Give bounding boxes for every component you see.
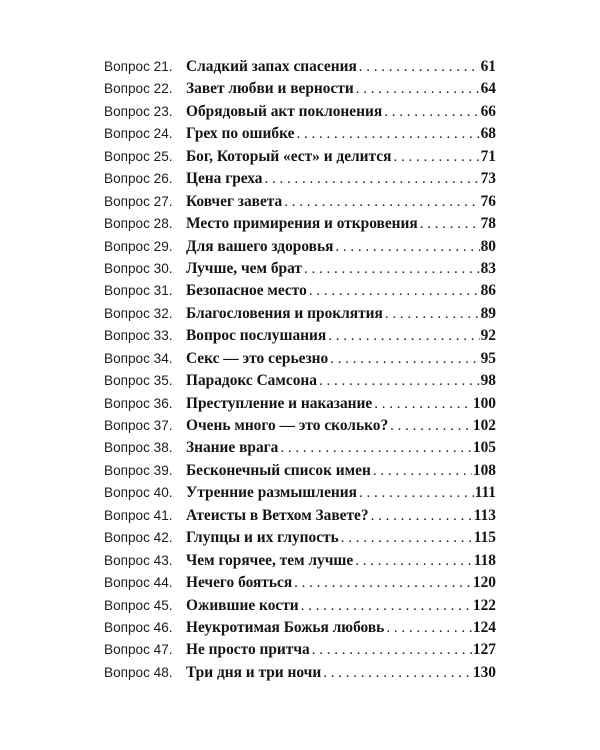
dot-leader: [359, 59, 480, 76]
question-number: Вопрос 40.: [104, 485, 173, 501]
dot-leader: [384, 104, 479, 121]
toc-entry[interactable]: [104, 238, 496, 260]
question-number: Вопрос 23.: [104, 103, 173, 119]
question-number: Вопрос 28.: [104, 216, 173, 232]
page-number: 71: [480, 147, 496, 165]
page-number: 105: [472, 439, 496, 457]
dot-leader: [319, 373, 480, 390]
toc-entry[interactable]: [104, 552, 496, 574]
dot-leader: [296, 126, 479, 143]
chapter-title: Секс — это серьезно: [186, 349, 329, 367]
page-number: 124: [472, 618, 496, 636]
dot-leader: [373, 463, 472, 480]
question-number: Вопрос 32.: [104, 305, 173, 321]
dot-leader: [264, 171, 479, 188]
chapter-title: Вопрос послушания: [186, 327, 327, 345]
chapter-title: Очень много — это сколько?: [186, 417, 389, 434]
chapter-title: Атеисты в Ветхом Завете?: [186, 506, 369, 524]
toc-entry[interactable]: [104, 372, 496, 394]
toc-entry[interactable]: [104, 148, 496, 170]
page-number: 111: [474, 484, 496, 502]
chapter-title: Три дня и три ночи: [186, 663, 322, 681]
page-number: 102: [472, 417, 496, 434]
toc-entry[interactable]: [104, 417, 496, 439]
question-number: Вопрос 48.: [104, 664, 173, 680]
question-number: Вопрос 38.: [104, 440, 173, 456]
question-number: Вопрос 25.: [104, 148, 173, 164]
chapter-title: Чем горячее, тем лучше: [186, 551, 354, 569]
question-number: Вопрос 30.: [104, 260, 173, 276]
toc-entry[interactable]: [104, 305, 496, 327]
table-of-contents: [104, 58, 496, 686]
toc-entry[interactable]: [104, 103, 496, 125]
toc-entry[interactable]: [104, 529, 496, 551]
toc-entry[interactable]: [104, 80, 496, 102]
question-number: Вопрос 43.: [104, 552, 173, 568]
page-number: 64: [480, 80, 496, 98]
chapter-title: Цена греха: [186, 170, 263, 188]
question-number: Вопрос 41.: [104, 507, 173, 523]
chapter-title: Знание врага: [186, 439, 279, 457]
chapter-title: Для вашего здоровья: [186, 237, 334, 255]
question-number: Вопрос 34.: [104, 350, 173, 366]
toc-entry[interactable]: [104, 574, 496, 596]
page-number: 127: [472, 641, 496, 659]
page-number: 120: [472, 574, 496, 592]
page-number: 113: [473, 506, 496, 524]
toc-entry[interactable]: [104, 350, 496, 372]
dot-leader: [386, 620, 472, 637]
dot-leader: [301, 598, 472, 615]
question-number: Вопрос 24.: [104, 126, 173, 142]
dot-leader: [312, 642, 472, 659]
toc-entry[interactable]: [104, 484, 496, 506]
toc-entry[interactable]: [104, 193, 496, 215]
toc-entry[interactable]: [104, 215, 496, 237]
chapter-title: Бог, Который «ест» и делится: [186, 147, 392, 165]
page-number: 61: [480, 58, 496, 75]
page-number: 76: [480, 192, 496, 210]
toc-entry[interactable]: [104, 58, 496, 80]
question-number: Вопрос 39.: [104, 462, 173, 478]
toc-entry[interactable]: [104, 507, 496, 529]
question-number: Вопрос 31.: [104, 283, 173, 299]
chapter-title: Безопасное место: [186, 282, 307, 300]
page-number: 80: [480, 237, 496, 255]
question-number: Вопрос 36.: [104, 395, 173, 411]
page-number: 118: [473, 551, 496, 569]
toc-entry[interactable]: [104, 597, 496, 619]
dot-leader: [294, 575, 472, 592]
page-number: 130: [472, 663, 496, 681]
chapter-title: Обрядовый акт поклонения: [186, 102, 383, 120]
question-number: Вопрос 45.: [104, 597, 173, 613]
page-number: 68: [480, 125, 496, 143]
question-number: Вопрос 42.: [104, 530, 173, 546]
chapter-title: Парадокс Самсона: [186, 372, 317, 390]
question-number: Вопрос 37.: [104, 418, 173, 433]
chapter-title: Не просто притча: [186, 641, 310, 659]
chapter-title: Благословения и проклятия: [186, 304, 383, 322]
dot-leader: [393, 149, 479, 166]
chapter-title: Бесконечный список имен: [186, 461, 371, 479]
toc-entry[interactable]: [104, 641, 496, 663]
chapter-title: Лучше, чем брат: [186, 259, 302, 277]
dot-leader: [420, 216, 480, 233]
question-number: Вопрос 35.: [104, 373, 173, 389]
page-number: 73: [480, 170, 496, 188]
page-number: 78: [480, 215, 496, 233]
chapter-title: Место примирения и откровения: [186, 215, 418, 233]
page-number: 108: [472, 461, 496, 479]
dot-leader: [355, 553, 473, 570]
toc-entry[interactable]: [104, 664, 496, 686]
dot-leader: [374, 396, 472, 413]
dot-leader: [323, 665, 472, 682]
dot-leader: [356, 81, 480, 98]
question-number: Вопрос 33.: [104, 328, 173, 344]
toc-entry[interactable]: [104, 125, 496, 147]
page-number: 122: [472, 596, 496, 614]
toc-entry[interactable]: [104, 260, 496, 282]
chapter-title: Преступление и наказание: [186, 394, 373, 412]
question-number: Вопрос 22.: [104, 81, 173, 97]
page-number: 86: [480, 282, 496, 300]
chapter-title: Неукротимая Божья любовь: [186, 618, 385, 636]
page-number: 115: [473, 529, 496, 547]
chapter-title: Глупцы и их глупость: [186, 529, 339, 547]
dot-leader: [284, 194, 479, 211]
chapter-title: Грех по ошибке: [186, 125, 295, 143]
page-number: 95: [480, 349, 496, 367]
chapter-title: Сладкий запах спасения: [186, 58, 357, 75]
dot-leader: [304, 261, 480, 278]
chapter-title: Ожившие кости: [186, 596, 299, 614]
dot-leader: [359, 485, 474, 502]
question-number: Вопрос 29.: [104, 238, 173, 254]
dot-leader: [371, 508, 473, 525]
dot-leader: [328, 328, 479, 345]
dot-leader: [335, 239, 479, 256]
toc-entry[interactable]: [104, 395, 496, 417]
toc-entry[interactable]: [104, 619, 496, 641]
page-number: 83: [480, 259, 496, 277]
dot-leader: [341, 530, 473, 547]
question-number: Вопрос 44.: [104, 575, 173, 591]
question-number: Вопрос 27.: [104, 193, 173, 209]
page-number: 66: [480, 102, 496, 120]
page-number: 98: [480, 372, 496, 390]
question-number: Вопрос 21.: [104, 59, 173, 74]
dot-leader: [280, 440, 472, 457]
chapter-title: Утренние размышления: [186, 484, 357, 502]
toc-entry[interactable]: [104, 439, 496, 461]
toc-entry[interactable]: [104, 282, 496, 304]
dot-leader: [390, 418, 472, 435]
chapter-title: Завет любви и верности: [186, 80, 354, 98]
page-number: 92: [480, 327, 496, 345]
page-number: 100: [472, 394, 496, 412]
toc-entry[interactable]: [104, 462, 496, 484]
question-number: Вопрос 46.: [104, 619, 173, 635]
toc-entry[interactable]: [104, 170, 496, 192]
dot-leader: [330, 351, 479, 368]
page-number: 89: [480, 304, 496, 322]
dot-leader: [309, 283, 480, 300]
question-number: Вопрос 47.: [104, 642, 173, 658]
toc-entry[interactable]: [104, 327, 496, 349]
question-number: Вопрос 26.: [104, 171, 173, 187]
dot-leader: [385, 306, 480, 323]
chapter-title: Нечего бояться: [186, 574, 293, 592]
chapter-title: Ковчег завета: [186, 192, 283, 210]
